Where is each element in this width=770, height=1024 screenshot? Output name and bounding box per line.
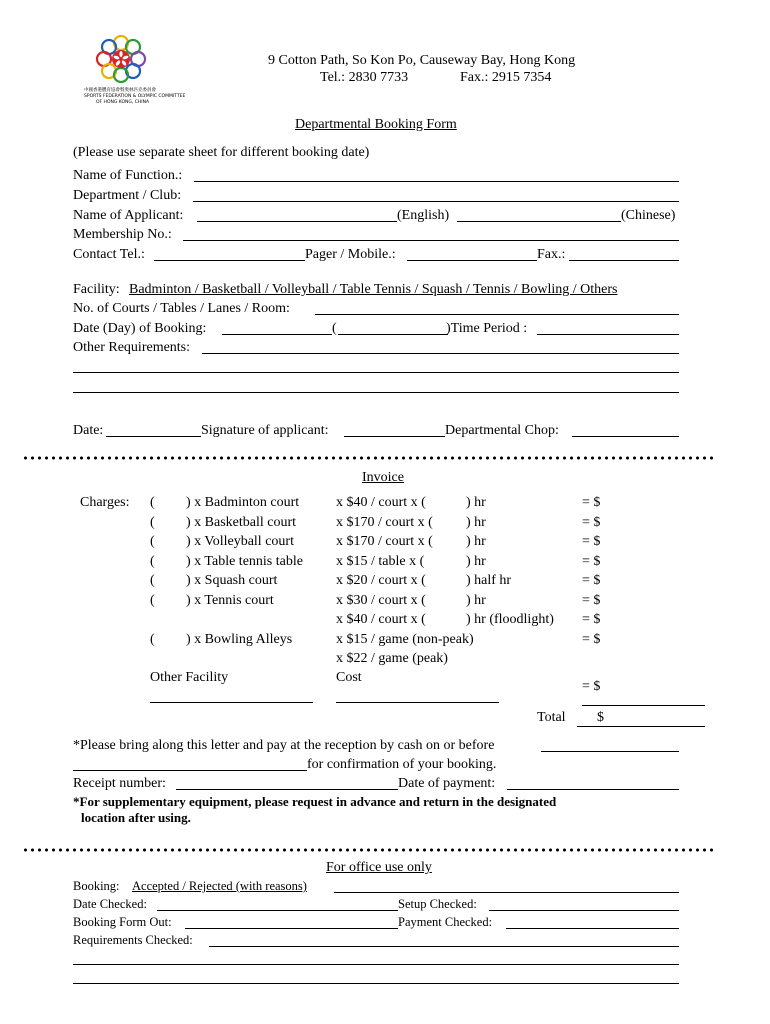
invoice-row-rate: x $30 / court x ( bbox=[336, 593, 426, 608]
signature-label: Signature of applicant: bbox=[201, 423, 329, 438]
logo-text-chinese: 中國香港體育協會暨奧林匹克委員會 bbox=[84, 88, 156, 93]
other-requirements-label: Other Requirements: bbox=[73, 340, 191, 355]
requirements-line-3[interactable] bbox=[73, 983, 679, 984]
invoice-row-unit: ) hr bbox=[466, 554, 486, 569]
total-field[interactable] bbox=[577, 726, 705, 727]
membership-field[interactable] bbox=[183, 240, 679, 241]
other-facility-label: Other Facility bbox=[150, 670, 229, 685]
requirements-checked-field[interactable] bbox=[209, 946, 679, 947]
logo bbox=[80, 34, 186, 106]
other-amount-field[interactable] bbox=[582, 705, 705, 706]
pager-label: Pager / Mobile.: bbox=[305, 247, 396, 262]
supplementary-note-1: *For supplementary equipment, please request in advance and return in the designated bbox=[73, 794, 557, 809]
other-requirements-line-2[interactable] bbox=[73, 372, 679, 373]
day-open-paren: ( bbox=[332, 321, 337, 336]
invoice-row-paren: ( bbox=[150, 554, 155, 569]
total-label: Total bbox=[537, 710, 566, 725]
date-label: Date: bbox=[73, 423, 104, 438]
payment-note: *Please bring along this letter and pay at the reception by cash on or before bbox=[73, 738, 495, 753]
invoice-row-unit: ) half hr bbox=[466, 573, 512, 588]
other-facility-eq: = $ bbox=[582, 679, 601, 694]
date-of-booking-label: Date (Day) of Booking: bbox=[73, 321, 207, 336]
invoice-row-paren: ( bbox=[150, 573, 155, 588]
date-checked-label: Date Checked: bbox=[73, 897, 147, 911]
fax-number: Fax.: 2915 7354 bbox=[460, 70, 552, 85]
invoice-row-unit: ) hr (floodlight) bbox=[466, 612, 554, 627]
invoice-row-rate: x $40 / court x ( bbox=[336, 495, 426, 510]
invoice-row-rate: x $15 / table x ( bbox=[336, 554, 425, 569]
form-note: (Please use separate sheet for different booking date) bbox=[73, 145, 370, 160]
other-requirements-line-3[interactable] bbox=[73, 392, 679, 393]
invoice-row-item: ) x Table tennis table bbox=[186, 554, 303, 569]
form-title: Departmental Booking Form bbox=[295, 117, 457, 132]
receipt-number-label: Receipt number: bbox=[73, 776, 166, 791]
dotted-separator-1 bbox=[22, 456, 717, 460]
invoice-row-rate: x $22 / game (peak) bbox=[336, 651, 448, 666]
invoice-row-rate: x $170 / court x ( bbox=[336, 515, 433, 530]
receipt-number-field[interactable] bbox=[176, 789, 398, 790]
invoice-row-paren: ( bbox=[150, 593, 155, 608]
form-out-label: Booking Form Out: bbox=[73, 915, 172, 929]
invoice-row-amount: = $ bbox=[582, 495, 601, 510]
invoice-title: Invoice bbox=[362, 470, 404, 485]
payment-deadline-field[interactable] bbox=[541, 751, 679, 752]
invoice-row-unit: ) hr bbox=[466, 515, 486, 530]
logo-text-english-2: OF HONG KONG, CHINA bbox=[96, 100, 150, 105]
chop-label: Departmental Chop: bbox=[445, 423, 559, 438]
address: 9 Cotton Path, So Kon Po, Causeway Bay, Hong Kong bbox=[268, 53, 576, 68]
invoice-row-amount: = $ bbox=[582, 632, 601, 647]
invoice-row-rate: x $15 / game (non-peak) bbox=[336, 632, 474, 647]
booking-options[interactable]: Accepted / Rejected (with reasons) bbox=[132, 879, 307, 893]
applicant-english-field[interactable] bbox=[197, 221, 397, 222]
name-of-function-label: Name of Function.: bbox=[73, 168, 183, 183]
date-of-payment-field[interactable] bbox=[507, 789, 679, 790]
other-facility-field[interactable] bbox=[150, 702, 313, 703]
payment-checked-field[interactable] bbox=[506, 928, 679, 929]
invoice-row-amount: = $ bbox=[582, 612, 601, 627]
fax-field[interactable] bbox=[569, 260, 679, 261]
chop-field[interactable] bbox=[572, 436, 679, 437]
invoice-row-item: ) x Badminton court bbox=[186, 495, 300, 510]
other-requirements-field[interactable] bbox=[202, 353, 679, 354]
facility-label: Facility: bbox=[73, 282, 120, 297]
supplementary-note-2: location after using. bbox=[81, 810, 191, 825]
invoice-row-unit: ) hr bbox=[466, 593, 486, 608]
english-label: (English) bbox=[397, 208, 450, 223]
invoice-row-unit: ) hr bbox=[466, 495, 486, 510]
day-field[interactable] bbox=[338, 334, 448, 335]
booking-reason-field[interactable] bbox=[334, 892, 679, 893]
invoice-row-paren: ( bbox=[150, 495, 155, 510]
invoice-row-paren: ( bbox=[150, 515, 155, 530]
invoice-row-amount: = $ bbox=[582, 593, 601, 608]
invoice-row-paren: ( bbox=[150, 534, 155, 549]
date-of-payment-label: Date of payment: bbox=[398, 776, 496, 791]
membership-label: Membership No.: bbox=[73, 227, 172, 242]
invoice-row-item: ) x Basketball court bbox=[186, 515, 297, 530]
chinese-label: (Chinese) bbox=[621, 208, 676, 223]
department-label: Department / Club: bbox=[73, 188, 182, 203]
date-of-booking-field[interactable] bbox=[222, 334, 332, 335]
contact-tel-label: Contact Tel.: bbox=[73, 247, 145, 262]
pager-field[interactable] bbox=[407, 260, 537, 261]
total-currency: $ bbox=[597, 710, 604, 725]
olympic-rings-logo bbox=[80, 34, 162, 88]
invoice-row-item: ) x Tennis court bbox=[186, 593, 274, 608]
setup-checked-field[interactable] bbox=[489, 910, 679, 911]
time-period-label: )Time Period : bbox=[446, 321, 528, 336]
invoice-row-amount: = $ bbox=[582, 554, 601, 569]
contact-tel-field[interactable] bbox=[154, 260, 305, 261]
form-out-field[interactable] bbox=[185, 928, 398, 929]
applicant-label: Name of Applicant: bbox=[73, 208, 184, 223]
invoice-row-item: ) x Bowling Alleys bbox=[186, 632, 293, 647]
payment-checked-label: Payment Checked: bbox=[398, 915, 493, 929]
office-title: For office use only bbox=[326, 860, 432, 875]
invoice-row-amount: = $ bbox=[582, 534, 601, 549]
invoice-row-amount: = $ bbox=[582, 515, 601, 530]
logo-text-english-1: SPORTS FEDERATION & OLYMPIC COMMITTEE bbox=[84, 94, 186, 99]
invoice-row-rate: x $20 / court x ( bbox=[336, 573, 426, 588]
date-checked-field[interactable] bbox=[157, 910, 398, 911]
facility-options[interactable]: Badminton / Basketball / Volleyball / Table Tennis / Squash / Tennis / Bowling / Others bbox=[129, 282, 618, 297]
telephone: Tel.: 2830 7733 bbox=[320, 70, 409, 85]
time-period-field[interactable] bbox=[537, 334, 679, 335]
invoice-row-amount: = $ bbox=[582, 573, 601, 588]
fax-label: Fax.: bbox=[537, 247, 566, 262]
signature-field[interactable] bbox=[344, 436, 445, 437]
no-of-courts-label: No. of Courts / Tables / Lanes / Room: bbox=[73, 301, 290, 316]
no-of-courts-field[interactable] bbox=[315, 314, 679, 315]
booking-label: Booking: bbox=[73, 879, 120, 893]
confirmation-field[interactable] bbox=[73, 770, 307, 771]
confirmation-text: for confirmation of your booking. bbox=[307, 757, 497, 772]
invoice-row-item: ) x Volleyball court bbox=[186, 534, 294, 549]
invoice-row-paren: ( bbox=[150, 632, 155, 647]
other-cost-field[interactable] bbox=[336, 702, 499, 703]
applicant-chinese-field[interactable] bbox=[457, 221, 621, 222]
requirements-line-2[interactable] bbox=[73, 964, 679, 965]
invoice-row-rate: x $40 / court x ( bbox=[336, 612, 426, 627]
charges-label: Charges: bbox=[80, 495, 130, 510]
invoice-row-rate: x $170 / court x ( bbox=[336, 534, 433, 549]
department-field[interactable] bbox=[193, 201, 679, 202]
name-of-function-field[interactable] bbox=[194, 181, 679, 182]
cost-label: Cost bbox=[336, 670, 362, 685]
dotted-separator-2 bbox=[22, 848, 717, 852]
invoice-row-item: ) x Squash court bbox=[186, 573, 278, 588]
setup-checked-label: Setup Checked: bbox=[398, 897, 477, 911]
date-field[interactable] bbox=[106, 436, 201, 437]
requirements-checked-label: Requirements Checked: bbox=[73, 933, 193, 947]
invoice-row-unit: ) hr bbox=[466, 534, 486, 549]
